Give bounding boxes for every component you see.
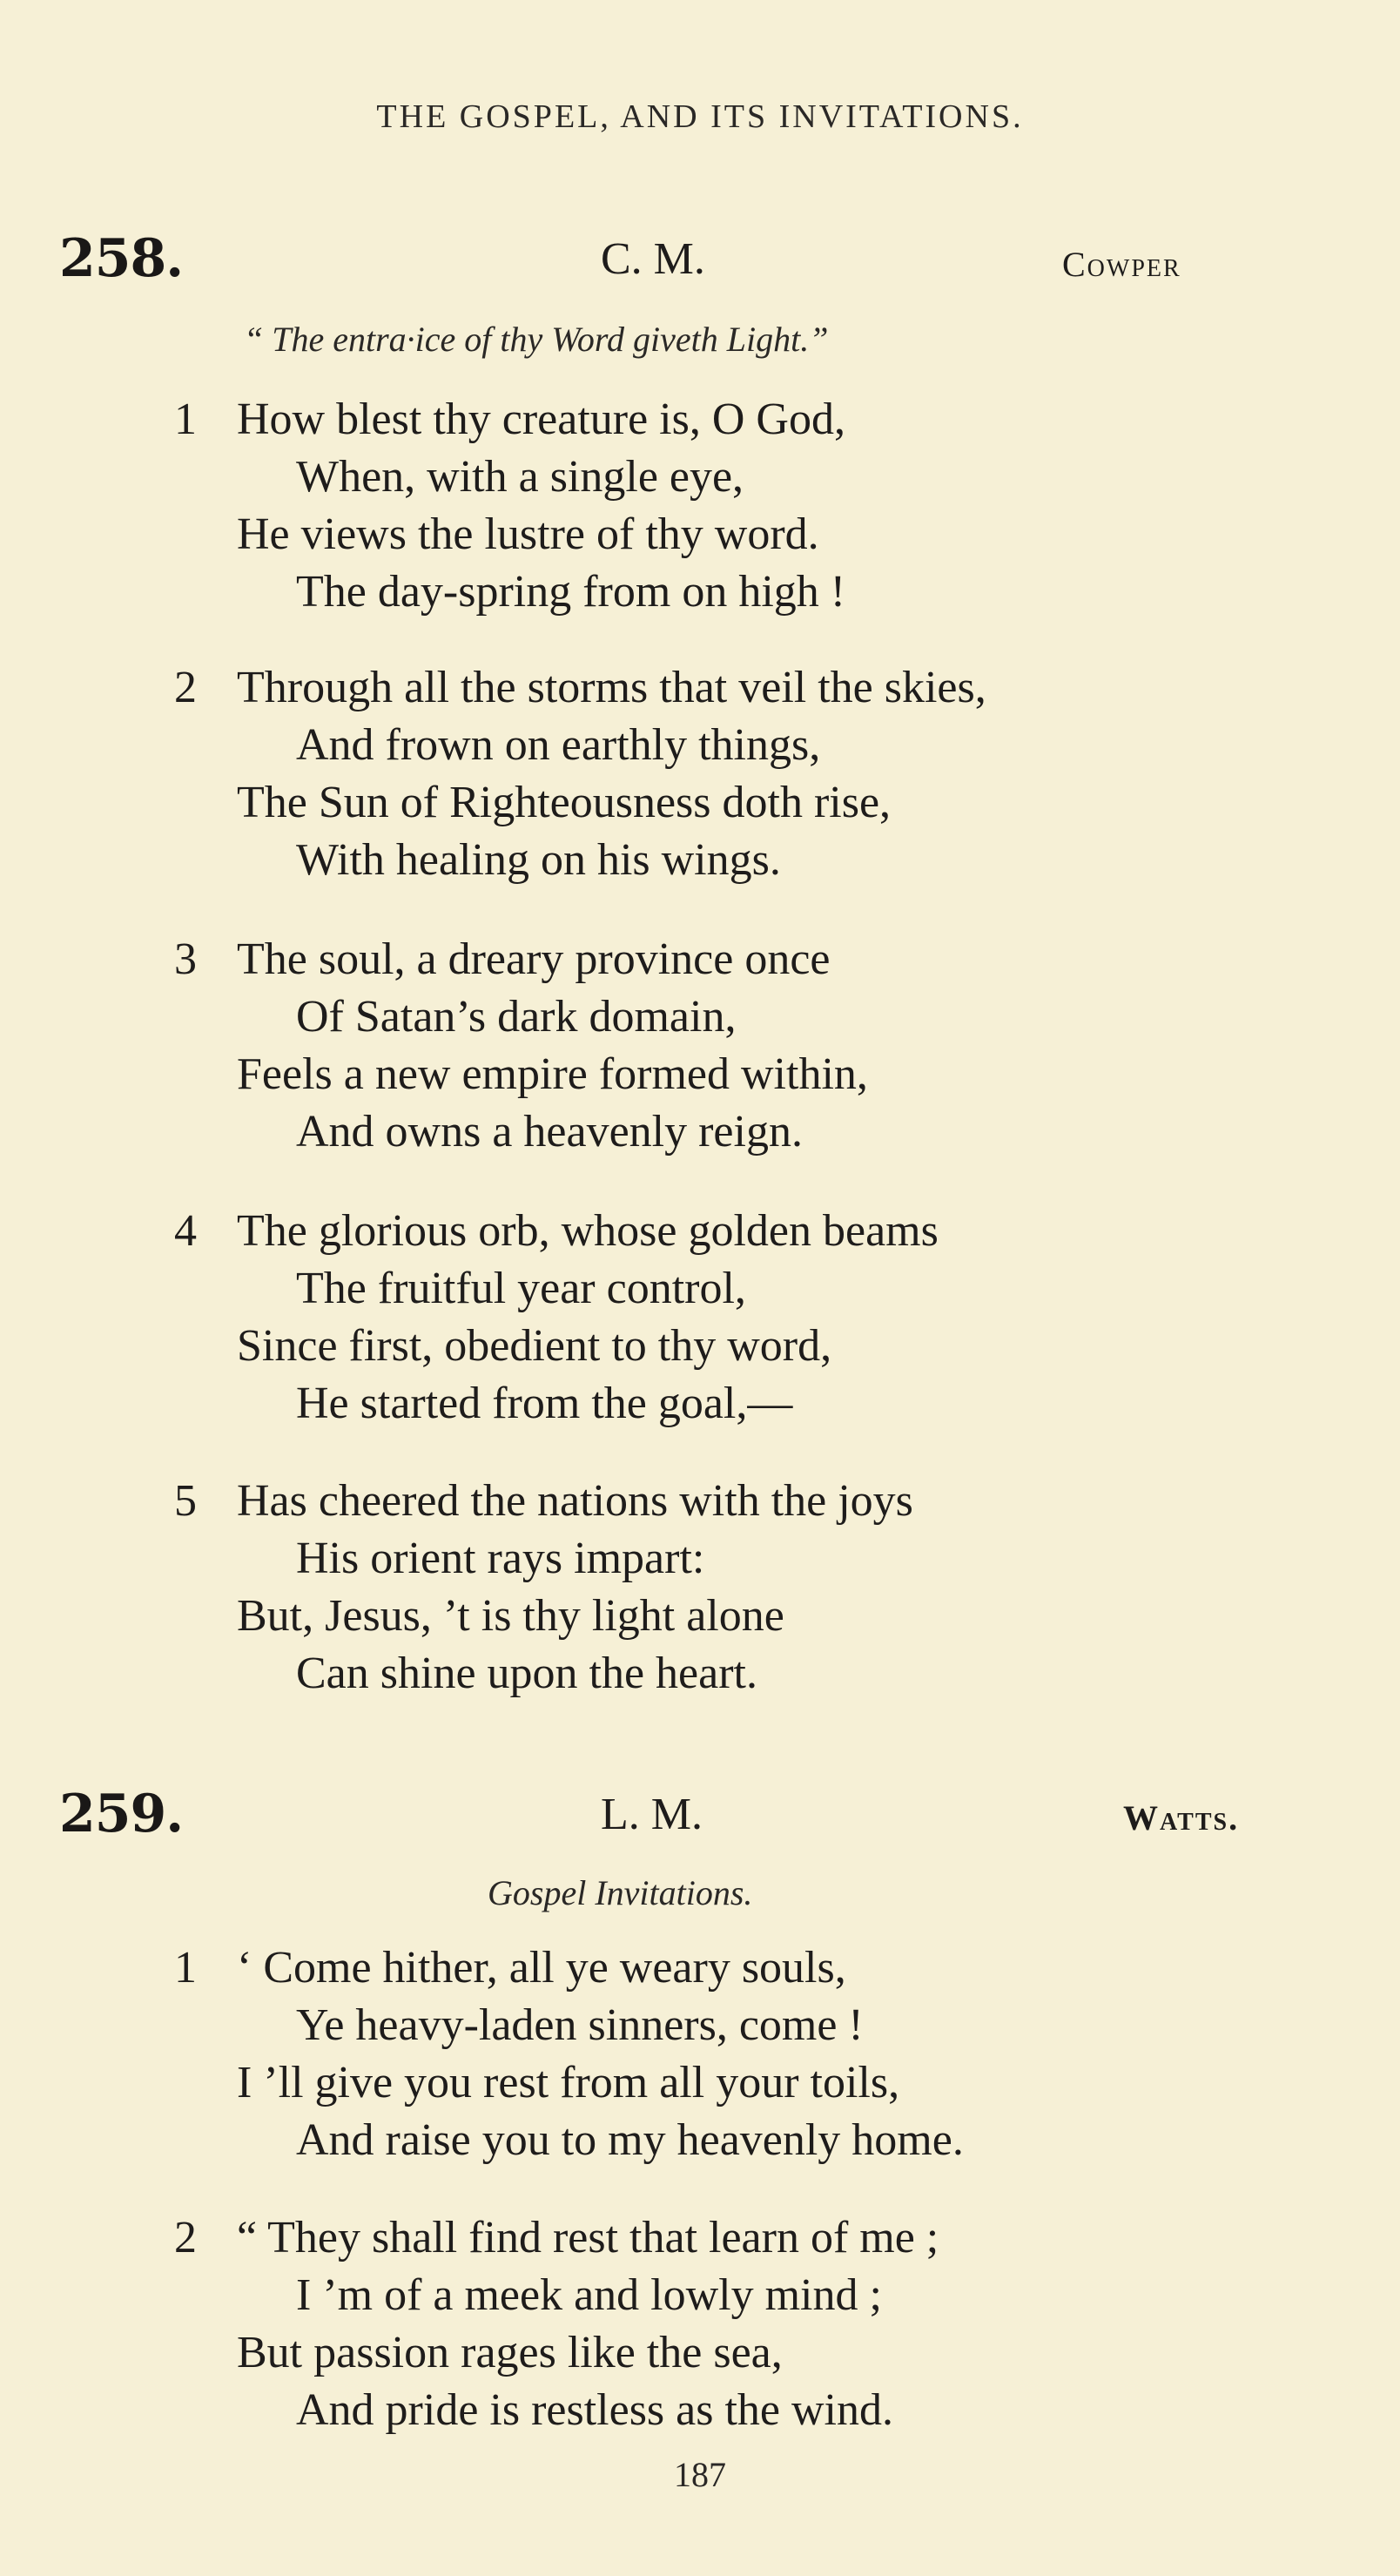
- verse-line: But passion rages like the sea,: [237, 2328, 783, 2377]
- hymn-subtitle: “ The entra·ice of thy Word giveth Light.”: [244, 320, 829, 359]
- verse-line: How blest thy creature is, O God,: [237, 394, 845, 444]
- verse-line: His orient rays impart:: [296, 1534, 705, 1583]
- verse-line: When, with a single eye,: [296, 452, 744, 502]
- verse-line: Can shine upon the heart.: [296, 1649, 757, 1698]
- verse-line: And pride is restless as the wind.: [296, 2385, 894, 2435]
- stanza-number: 2: [174, 2213, 197, 2262]
- verse-line: He started from the goal,—: [296, 1379, 793, 1428]
- verse-line: Feels a new empire formed within,: [237, 1049, 868, 1099]
- stanza-number: 2: [174, 663, 197, 712]
- verse-line: The fruitful year control,: [296, 1264, 746, 1313]
- verse-line: And owns a heavenly reign.: [296, 1107, 803, 1157]
- hymn-subtitle: Gospel Invitations.: [488, 1873, 753, 1912]
- verse-line: ‘ Come hither, all ye weary souls,: [237, 1943, 846, 1993]
- verse-line: With healing on his wings.: [296, 835, 781, 885]
- verse-line: Since first, obedient to thy word,: [237, 1321, 832, 1371]
- hymn-author: Watts.: [1123, 1798, 1240, 1838]
- hymn-author: Cowper: [1062, 245, 1181, 284]
- hymn-meter: C. M.: [601, 234, 705, 284]
- verse-line: He views the lustre of thy word.: [237, 509, 819, 559]
- stanza-number: 3: [174, 934, 197, 984]
- verse-line: Through all the storms that veil the skies,: [237, 663, 986, 712]
- stanza-number: 1: [174, 1943, 197, 1993]
- verse-line: The Sun of Righteousness doth rise,: [237, 778, 892, 827]
- verse-line: And frown on earthly things,: [296, 720, 821, 770]
- running-head: THE GOSPEL, AND ITS INVITATIONS.: [376, 98, 1024, 135]
- verse-line: The day-spring from on high !: [296, 567, 846, 617]
- hymn-number: 259.: [59, 1784, 184, 1844]
- verse-line: The glorious orb, whose golden beams: [237, 1206, 939, 1256]
- stanza-number: 1: [174, 394, 197, 444]
- verse-line: Has cheered the nations with the joys: [237, 1476, 913, 1526]
- verse-line: Of Satan’s dark domain,: [296, 992, 737, 1042]
- verse-line: I ’m of a meek and lowly mind ;: [296, 2270, 882, 2320]
- verse-line: “ They shall find rest that learn of me ;: [237, 2213, 939, 2262]
- verse-line: But, Jesus, ’t is thy light alone: [237, 1591, 784, 1641]
- verse-line: The soul, a dreary province once: [237, 934, 831, 984]
- verse-line: And raise you to my heavenly home.: [296, 2115, 964, 2165]
- stanza-number: 5: [174, 1476, 197, 1526]
- stanza-number: 4: [174, 1206, 197, 1256]
- verse-line: Ye heavy-laden sinners, come !: [296, 2000, 864, 2050]
- page-number: 187: [674, 2455, 726, 2494]
- hymn-meter: L. M.: [601, 1790, 703, 1839]
- verse-line: I ’ll give you rest from all your toils,: [237, 2058, 900, 2107]
- hymn-number: 258.: [59, 228, 184, 289]
